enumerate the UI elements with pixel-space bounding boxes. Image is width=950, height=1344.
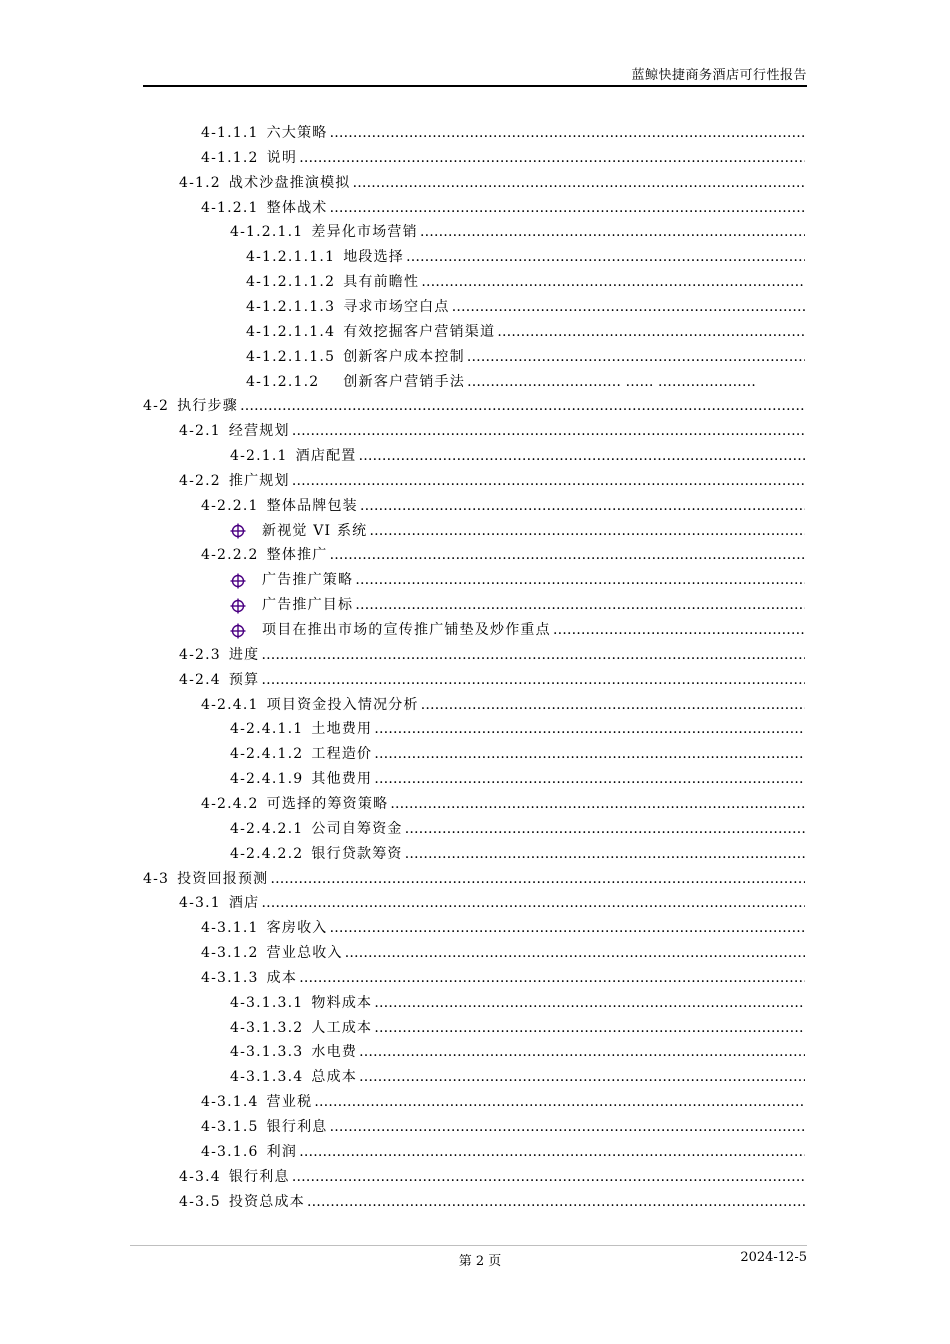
- toc-leader-dots: [355, 568, 805, 593]
- toc-leader-dots: [329, 121, 805, 146]
- toc-leader-dots: [374, 717, 805, 742]
- toc-entry-title: 六大策略: [266, 125, 328, 141]
- toc-entry-title: 有效挖掘客户营销渠道: [343, 323, 496, 340]
- toc-entry[interactable]: [201, 966, 805, 991]
- header-title: 蓝鲸快捷商务酒店可行性报告: [631, 68, 807, 83]
- toc-entry-number: 4-1.2.1.1.2: [246, 274, 336, 291]
- toc-entry[interactable]: [246, 295, 805, 320]
- toc-leader-dots: [292, 419, 805, 444]
- toc-entry-title: 整体推广: [266, 547, 328, 564]
- toc-entry-number: 4-3.1.6: [201, 1143, 259, 1160]
- toc-entry-number: 4-2.2.1: [201, 497, 259, 514]
- toc-entry[interactable]: [179, 469, 805, 494]
- toc-entry-title: 客房收入: [266, 920, 328, 937]
- toc-entry-title: 预算: [228, 671, 260, 688]
- toc-entry[interactable]: [246, 270, 805, 295]
- toc-leader-dots: [359, 1065, 805, 1090]
- toc-entry-number: 4-2.2: [179, 472, 221, 489]
- toc-entry-number: 4-3.1.3: [201, 969, 259, 986]
- toc-entry-number: 4-1.2.1.1.4: [246, 323, 336, 340]
- toc-leader-dots: [421, 693, 805, 718]
- toc-entry-number: 4-3.1.3.1: [230, 994, 304, 1011]
- toc-entry-title: 整体品牌包装: [266, 497, 358, 514]
- toc-entry-title: 说明: [266, 149, 298, 166]
- toc-entry-title: 经营规划: [228, 423, 290, 440]
- toc-leader-dots: [369, 519, 805, 544]
- toc-entry-number: 4-3.1.4: [201, 1094, 259, 1111]
- toc-entry[interactable]: [201, 1115, 805, 1140]
- toc-entry[interactable]: [230, 444, 805, 469]
- toc-entry-number: 4-1.2.1.1.5: [246, 348, 336, 365]
- toc-entry-number: 4-3.1.2: [201, 945, 259, 962]
- toc-entry[interactable]: [230, 1040, 805, 1065]
- toc-entry[interactable]: [201, 494, 805, 519]
- toc-entry[interactable]: [230, 991, 805, 1016]
- toc-leader-dots: [374, 1016, 805, 1041]
- toc-entry-number: 4-1.2.1.1.1: [246, 249, 336, 266]
- toc-entry-title: 总成本: [311, 1069, 358, 1086]
- toc-leader-dots: [374, 991, 805, 1016]
- toc-entry[interactable]: [179, 643, 805, 668]
- toc-entry-number: 4-1.2.1.1: [230, 224, 304, 241]
- toc-leader-dots: [355, 593, 805, 618]
- toc-entry-title: 执行步骤: [177, 398, 238, 415]
- footer-page-number: 第 2 页: [458, 1254, 502, 1269]
- toc-leader-dots: [421, 270, 805, 295]
- toc-entry-title: 推广规划: [228, 472, 290, 489]
- toc-leader-dots: [314, 1090, 805, 1115]
- toc-leader-dots: [420, 220, 805, 245]
- toc-leader-dots: [467, 345, 805, 370]
- toc-entry-number: 4-1.1.2: [201, 149, 259, 166]
- toc-entry-title: 土地费用: [311, 721, 373, 738]
- toc-leader-dots: [261, 668, 805, 693]
- toc-entry-title: 投资总成本: [228, 1193, 305, 1210]
- toc-leader-dots: [553, 618, 805, 643]
- toc-entry[interactable]: [143, 394, 805, 419]
- toc-entry[interactable]: [201, 916, 805, 941]
- toc-entry[interactable]: [201, 693, 805, 718]
- toc-entry-title: 成本: [266, 969, 298, 986]
- toc-entry-number: 4-3.5: [179, 1193, 221, 1210]
- toc-leader-dots: [374, 742, 805, 767]
- toc-leader-dots: [353, 171, 805, 196]
- toc-leader-dots: [329, 543, 805, 568]
- toc-entry[interactable]: [230, 593, 805, 618]
- toc-entry[interactable]: [179, 419, 805, 444]
- toc-entry-title: 利润: [266, 1143, 298, 1160]
- toc-entry-number: 4-2.2.2: [201, 547, 259, 564]
- toc-entry[interactable]: [179, 891, 805, 916]
- toc-entry-number: 4-2.4.1.9: [230, 771, 304, 788]
- toc-entry-title: 人工成本: [311, 1019, 373, 1036]
- toc-leader-dots: [307, 1190, 805, 1215]
- toc-entry[interactable]: [179, 1165, 805, 1190]
- toc-entry-number: 4-2.4.2: [201, 795, 259, 812]
- toc-entry-number: 4-2.4.2.1: [230, 820, 304, 837]
- toc-leader-dots: [390, 792, 805, 817]
- toc-entry[interactable]: [230, 767, 805, 792]
- toc-entry[interactable]: [179, 171, 805, 196]
- toc-leader-dots: [358, 444, 805, 469]
- toc-leader-dots: [359, 1040, 805, 1065]
- toc-entry-title: 银行利息: [228, 1168, 290, 1185]
- toc-entry[interactable]: [201, 1140, 805, 1165]
- toc-entry[interactable]: [230, 568, 805, 593]
- toc-entry-title: 广告推广目标: [262, 597, 354, 614]
- crosshair-bullet-icon: [230, 623, 246, 639]
- toc-leader-dots: [261, 643, 805, 668]
- toc-entry-title: 创新客户成本控制: [343, 348, 465, 365]
- toc-entry-title: 银行贷款筹资: [311, 845, 403, 862]
- toc-entry-number: 4-2.4.2.2: [230, 845, 304, 862]
- toc-entry-title: 水电费: [311, 1044, 358, 1061]
- toc-entry-title: 创新客户营销手法: [343, 373, 466, 390]
- toc-entry[interactable]: [230, 519, 805, 544]
- toc-leader-dots: [452, 295, 805, 320]
- toc-entry[interactable]: [230, 817, 805, 842]
- toc-entry-title: 整体战术: [266, 199, 328, 216]
- toc-leader-dots: [270, 867, 805, 892]
- toc-leader-dots: [374, 767, 805, 792]
- footer-date: 2024-12-5: [740, 1250, 807, 1265]
- toc-entry-number: 4-3.1.3.2: [230, 1019, 304, 1036]
- toc-entry[interactable]: [246, 370, 780, 395]
- toc-entry[interactable]: [230, 220, 805, 245]
- toc-entry[interactable]: [246, 245, 805, 270]
- header-rule: [143, 85, 807, 87]
- toc-leader-dots: [329, 1115, 805, 1140]
- toc-entry-title: 进度: [228, 646, 260, 663]
- toc-entry-number: 4-1.1.1: [201, 125, 259, 141]
- toc-leader-dots: [405, 842, 805, 867]
- toc-entry[interactable]: [201, 941, 805, 966]
- toc-entry-title: 战术沙盘推演模拟: [228, 174, 351, 191]
- toc-leader-dots: [292, 1165, 805, 1190]
- toc-entry[interactable]: [201, 543, 805, 568]
- toc-entry-title: 其他费用: [311, 771, 373, 788]
- toc-entry-number: 4-3.4: [179, 1168, 221, 1185]
- footer-rule: [130, 1245, 807, 1246]
- toc-entry-title: 酒店配置: [295, 448, 357, 465]
- toc-entry-title: 项目资金投入情况分析: [266, 696, 419, 713]
- toc-entry[interactable]: [201, 792, 805, 817]
- toc-entry-number: 4-2.3: [179, 646, 221, 663]
- toc-leader-dots: [329, 196, 805, 221]
- toc-leader-dots: [329, 916, 805, 941]
- toc-entry-title: 可选择的筹资策略: [266, 795, 389, 812]
- toc-entry[interactable]: [201, 146, 805, 171]
- toc-entry-number: 4-1.2.1: [201, 199, 259, 216]
- toc-entry[interactable]: [230, 1016, 805, 1041]
- toc-leader-dots: [299, 146, 805, 171]
- toc-entry-number: 4-2.4: [179, 671, 221, 688]
- toc-entry-title: 寻求市场空白点: [343, 298, 450, 315]
- toc-entry-title: 工程造价: [311, 746, 373, 763]
- toc-leader-dots: [299, 966, 805, 991]
- toc-entry-number: 4-2.1: [179, 423, 221, 440]
- toc-leader-dots: [240, 394, 805, 419]
- toc-entry-title: 银行利息: [266, 1119, 328, 1135]
- toc-entry-number: 4-3.1.3.3: [230, 1044, 304, 1061]
- toc-entry-number: 4-3.1.5: [201, 1119, 259, 1135]
- toc-leader-dots: [467, 370, 780, 395]
- crosshair-bullet-icon: [230, 598, 246, 614]
- toc-entry-number: 4-1.2: [179, 174, 221, 191]
- toc-entry[interactable]: [230, 717, 805, 742]
- toc-entry-title: 公司自筹资金: [311, 820, 403, 837]
- toc-entry[interactable]: [230, 1065, 805, 1090]
- toc-entry-number: 4-3.1: [179, 895, 221, 912]
- toc-entry-title: 营业总收入: [266, 945, 343, 962]
- toc-entry[interactable]: [179, 1190, 805, 1215]
- toc-entry-title: 广告推广策略: [262, 572, 354, 589]
- toc-entry[interactable]: [246, 345, 805, 370]
- toc-entry-title: 项目在推出市场的宣传推广铺垫及炒作重点: [262, 622, 551, 638]
- toc-entry[interactable]: [230, 742, 805, 767]
- toc-entry[interactable]: [230, 842, 805, 867]
- toc-entry-number: 4-1.2.1.1.3: [246, 298, 336, 315]
- toc-entry[interactable]: [201, 196, 805, 221]
- toc-entry-number: 4-3.1.3.4: [230, 1069, 304, 1086]
- toc-entry[interactable]: [201, 1090, 805, 1115]
- toc-entry-number: 4-2.1.1: [230, 448, 288, 465]
- toc-entry-title: 新视觉 VI 系统: [262, 522, 368, 539]
- toc-entry-number: 4-2.4.1: [201, 696, 259, 713]
- toc-leader-dots: [497, 320, 805, 345]
- toc-entry-title: 具有前瞻性: [343, 274, 420, 291]
- crosshair-bullet-icon: [230, 573, 246, 589]
- toc-entry-number: 4-2.4.1.1: [230, 721, 304, 738]
- toc-entry-title: 物料成本: [311, 994, 373, 1011]
- toc-entry-number: 4-2.4.1.2: [230, 746, 304, 763]
- toc-leader-dots: [292, 469, 805, 494]
- toc-entry-number: 4-3: [143, 870, 170, 887]
- toc-entry[interactable]: [230, 618, 805, 643]
- toc-entry[interactable]: [201, 121, 805, 146]
- toc-entry[interactable]: [143, 867, 805, 892]
- toc-leader-dots: [360, 494, 805, 519]
- toc-entry-title: 酒店: [228, 895, 260, 912]
- toc-leader-dots: [299, 1140, 805, 1165]
- toc-entry-number: 4-3.1.1: [201, 920, 259, 937]
- toc-entry-number: 4-2: [143, 398, 170, 415]
- toc-entry-title: 差异化市场营销: [311, 224, 418, 241]
- toc-leader-dots: [261, 891, 805, 916]
- toc-leader-dots: [345, 941, 805, 966]
- toc-entry-title: 投资回报预测: [177, 870, 269, 887]
- toc-leader-dots: [406, 245, 805, 270]
- toc-entry-title: 地段选择: [343, 249, 404, 266]
- toc-entry[interactable]: [179, 668, 805, 693]
- toc-entry-number: 4-1.2.1.2: [246, 373, 320, 390]
- toc-entry-title: 营业税: [266, 1094, 313, 1111]
- toc-leader-dots: [405, 817, 805, 842]
- toc-entry[interactable]: [246, 320, 805, 345]
- crosshair-bullet-icon: [230, 523, 246, 539]
